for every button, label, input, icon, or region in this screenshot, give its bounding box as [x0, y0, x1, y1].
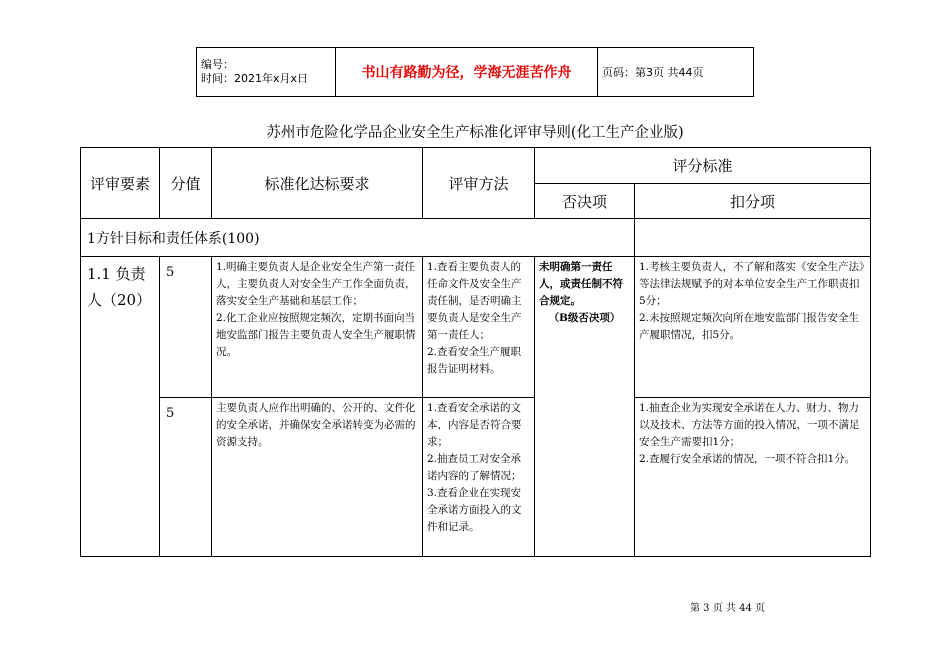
requirement-item: 1.明确主要负责人是企业安全生产第一责任人，主要负责人对安全生产工作全面负责，落实安全生产基础和基层工作；	[216, 261, 416, 307]
row-deductions	[635, 398, 871, 557]
deduction-item: 1.考核主要负责人，不了解和落实《安全生产法》等法律法规赋予的对本单位安全生产工作职责扣5分；	[639, 261, 865, 307]
header-requirements: 标准化达标要求	[212, 148, 423, 219]
time-label: 时间：2021年x月x日	[201, 72, 309, 85]
row-score: 5	[160, 257, 212, 398]
section-title: 1方针目标和责任体系(100)	[81, 219, 635, 257]
header-page: 页码：第3页 共44页	[598, 48, 754, 97]
review-table	[80, 147, 871, 557]
row-veto	[535, 257, 635, 557]
requirement-item: 2.化工企业应按照规定频次，定期书面向当地安监部门报告主要负责人安全生产履职情况。	[216, 312, 416, 358]
method-item: 2.抽查员工对安全承诺内容的了解情况；	[427, 453, 522, 482]
page-footer: 第 3 页 共 44 页	[690, 603, 765, 614]
method-item: 2.查看安全生产履职报告证明材料。	[427, 346, 522, 375]
row-score: 5	[160, 398, 212, 557]
row-methods	[423, 398, 535, 557]
header-veto: 否决项	[535, 184, 635, 219]
veto-level: （B级否决项）	[548, 312, 621, 324]
header-slogan: 书山有路勤为径，学海无涯苦作舟	[336, 48, 598, 97]
document-title: 苏州市危险化学品企业安全生产标准化评审导则(化工生产企业版)	[266, 125, 684, 141]
deduction-item: 2.查履行安全承诺的情况，一项不符合扣1分。	[639, 453, 856, 465]
row-requirements	[212, 398, 423, 557]
method-item: 1.查看主要负责人的任命文件及安全生产责任制，是否明确主要负责人是安全生产第一责任人；	[427, 261, 522, 341]
header-method: 评审方法	[423, 148, 535, 219]
veto-text: 未明确第一责任人，或责任制不符合规定。	[539, 261, 623, 307]
document-header	[196, 47, 754, 97]
method-item: 3.查看企业在实现安全承诺方面投入的文件和记录。	[427, 487, 522, 533]
section-empty	[635, 219, 871, 257]
row-requirements	[212, 257, 423, 398]
method-item: 1.查看安全承诺的文本，内容是否符合要求；	[427, 402, 522, 448]
element-name: 1.1 负责人（20）	[81, 257, 160, 557]
number-label: 编号：	[201, 58, 234, 71]
deduction-item: 2.未按照规定频次向所在地安监部门报告安全生产履职情况，扣5分。	[639, 312, 860, 341]
deduction-item: 1.抽查企业为实现安全承诺在人力、财力、物力以及技术、方法等方面的投入情况，一项不满足安全生产需要扣1分；	[639, 402, 860, 448]
row-deductions	[635, 257, 871, 398]
header-criteria: 评分标准	[535, 148, 871, 184]
requirement-item: 主要负责人应作出明确的、公开的、文件化的安全承诺，并确保安全承诺转变为必需的资源支持。	[216, 402, 416, 448]
header-deduction: 扣分项	[635, 184, 871, 219]
header-score: 分值	[160, 148, 212, 219]
header-meta	[197, 48, 336, 97]
row-methods	[423, 257, 535, 398]
header-element: 评审要素	[81, 148, 160, 219]
